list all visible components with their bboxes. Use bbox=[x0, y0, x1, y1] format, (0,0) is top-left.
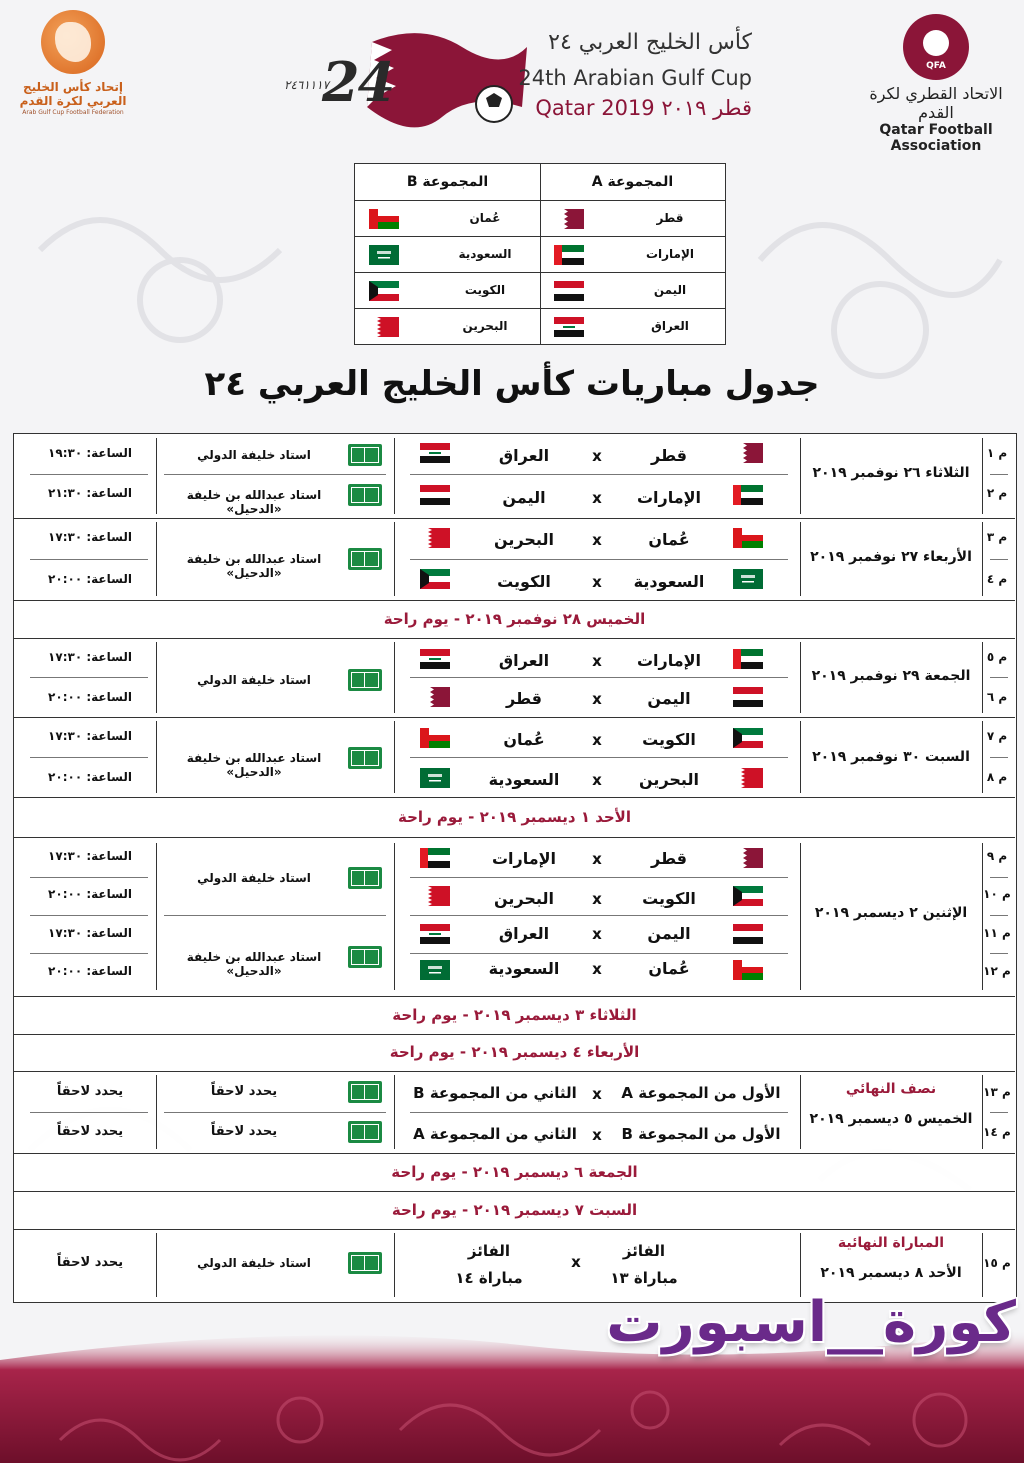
rest-day: السبت ٧ ديسمبر ٢٠١٩ - يوم راحة bbox=[14, 1191, 1015, 1230]
group-a-team: قطر bbox=[656, 211, 684, 225]
match-number: م ٨ bbox=[986, 770, 1008, 784]
match-number: م ٥ bbox=[986, 650, 1008, 664]
yemen-flag-icon bbox=[420, 484, 450, 506]
stage-date bbox=[800, 1235, 982, 1281]
home-team: عُمان bbox=[648, 959, 690, 978]
stadium-name: استاد عبدالله بن خليفة «الدحيل» bbox=[186, 488, 322, 516]
qatar-flag-icon bbox=[733, 847, 763, 869]
away-team: البحرين bbox=[494, 889, 554, 908]
final-home bbox=[584, 1238, 704, 1292]
rest-day: الخميس ٢٨ نوفمبر ٢٠١٩ - يوم راحة bbox=[14, 600, 1015, 639]
away-team: عُمان bbox=[503, 730, 545, 749]
vs-label: x bbox=[592, 652, 602, 670]
group-b-row bbox=[355, 201, 540, 237]
qatar-flag-icon bbox=[420, 686, 450, 708]
home-team: السعودية bbox=[633, 572, 705, 591]
match-number: م ١٤ bbox=[983, 1125, 1011, 1139]
kickoff-time: الساعة: ٢٠:٠٠ bbox=[48, 887, 132, 901]
home-team: قطر bbox=[650, 849, 687, 868]
away-team: السعودية bbox=[488, 959, 560, 978]
group-a-team: الإمارات bbox=[645, 247, 695, 261]
rest-day: الثلاثاء ٣ ديسمبر ٢٠١٩ - يوم راحة bbox=[14, 996, 1015, 1035]
vs-label: x bbox=[592, 771, 602, 789]
group-a-row bbox=[540, 273, 725, 309]
kuwait-flag-icon bbox=[733, 885, 763, 907]
cup-number: 24 bbox=[322, 50, 394, 114]
pitch-icon bbox=[348, 548, 382, 570]
group-b-column bbox=[355, 164, 541, 344]
gulf-cup-logo bbox=[282, 22, 752, 137]
kickoff-time: الساعة: ٢١:٣٠ bbox=[48, 486, 132, 500]
match-number: م ٦ bbox=[986, 690, 1008, 704]
home-team: اليمن bbox=[647, 924, 691, 943]
kickoff-time: الساعة: ٢٠:٠٠ bbox=[48, 964, 132, 978]
saudi-flag-icon bbox=[733, 568, 763, 590]
home-team: الأول من المجموعة B bbox=[621, 1125, 781, 1143]
bahrain-flag-icon bbox=[420, 527, 450, 549]
group-a-row bbox=[540, 309, 725, 344]
qfa-logo bbox=[856, 14, 1016, 154]
match-number: م ٣ bbox=[986, 530, 1008, 544]
group-b-team: البحرين bbox=[462, 319, 508, 333]
away-team: الثاني من المجموعة A bbox=[413, 1125, 577, 1143]
match-date: السبت ٣٠ نوفمبر ٢٠١٩ bbox=[812, 749, 970, 765]
vs-label: x bbox=[592, 1126, 602, 1144]
away-team: قطر bbox=[505, 689, 542, 708]
home-team: الإمارات bbox=[636, 651, 702, 670]
stage-label: المباراة النهائية bbox=[837, 1235, 945, 1251]
away-team: اليمن bbox=[502, 488, 546, 507]
stadium-name: استاد عبدالله بن خليفة «الدحيل» bbox=[186, 751, 322, 779]
iraq-flag-icon bbox=[420, 648, 450, 670]
match-number: م ١٥ bbox=[983, 1256, 1011, 1270]
kuwait-flag-icon bbox=[733, 727, 763, 749]
home-team: الكويت bbox=[642, 730, 696, 749]
qfa-name-ar: الاتحاد القطري لكرة القدم bbox=[869, 84, 1003, 122]
saudi-flag-icon bbox=[369, 245, 399, 265]
winner-label: الفائز bbox=[622, 1242, 666, 1260]
cup-host: Qatar 2019 قطر ٢٠١٩ bbox=[535, 96, 752, 120]
vs-label: x bbox=[571, 1253, 581, 1271]
home-team: عُمان bbox=[648, 530, 690, 549]
qatar-flag-icon bbox=[554, 209, 584, 229]
rest-day: الأحد ١ ديسمبر ٢٠١٩ - يوم راحة bbox=[14, 797, 1015, 838]
kickoff-time: الساعة: ١٧:٣٠ bbox=[48, 849, 132, 863]
match-date: الإثنين ٢ ديسمبر ٢٠١٩ bbox=[814, 905, 968, 921]
groups-table bbox=[354, 163, 726, 345]
vs-label: x bbox=[592, 1085, 602, 1103]
pitch-icon bbox=[348, 1121, 382, 1143]
agcff-emblem-icon bbox=[41, 10, 105, 74]
iraq-flag-icon bbox=[420, 923, 450, 945]
pitch-icon bbox=[348, 946, 382, 968]
agcff-logo bbox=[18, 10, 128, 117]
winner-of-match: مباراة ١٣ bbox=[610, 1269, 678, 1287]
group-a-row bbox=[540, 237, 725, 273]
agcff-name-line1: إتحاد كأس الخليج bbox=[22, 80, 124, 94]
bahrain-flag-icon bbox=[420, 885, 450, 907]
kickoff-time: الساعة: ٢٠:٠٠ bbox=[48, 690, 132, 704]
iraq-flag-icon bbox=[554, 317, 584, 337]
match-number: م ٤ bbox=[986, 572, 1008, 586]
uae-flag-icon bbox=[554, 245, 584, 265]
pitch-icon bbox=[348, 867, 382, 889]
vs-label: x bbox=[592, 573, 602, 591]
watermark-text: كورة__اسبورت bbox=[606, 1290, 1016, 1355]
match-number: م ٧ bbox=[986, 729, 1008, 743]
kickoff-time: الساعة: ٢٠:٠٠ bbox=[48, 770, 132, 784]
group-a-team: العراق bbox=[651, 319, 689, 333]
time-tbd: يحدد لاحقاً bbox=[56, 1084, 124, 1099]
iraq-flag-icon bbox=[420, 442, 450, 464]
kickoff-time: الساعة: ١٧:٣٠ bbox=[48, 926, 132, 940]
group-b-team: الكويت bbox=[464, 283, 506, 297]
kickoff-time: الساعة: ١٩:٣٠ bbox=[48, 446, 132, 460]
stadium-name: استاد خليفة الدولي bbox=[197, 871, 311, 885]
group-a-row bbox=[540, 201, 725, 237]
group-a-title: المجموعة A bbox=[540, 164, 725, 201]
yemen-flag-icon bbox=[554, 281, 584, 301]
group-b-row bbox=[355, 237, 540, 273]
cup-small-number: ٢٤٦١١١٧ bbox=[284, 78, 330, 92]
away-team: السعودية bbox=[488, 770, 560, 789]
match-date: الخميس ٥ ديسمبر ٢٠١٩ bbox=[809, 1111, 973, 1127]
vs-label: x bbox=[592, 489, 602, 507]
match-number: م ١ bbox=[986, 446, 1008, 460]
vs-label: x bbox=[592, 731, 602, 749]
venue-tbd: يحدد لاحقاً bbox=[210, 1124, 278, 1139]
agcff-name-en: Arab Gulf Cup Football Federation bbox=[22, 109, 124, 116]
home-team: اليمن bbox=[647, 689, 691, 708]
match-date: الأربعاء ٢٧ نوفمبر ٢٠١٩ bbox=[810, 549, 972, 565]
venue-tbd: يحدد لاحقاً bbox=[210, 1084, 278, 1099]
rest-day: الجمعة ٦ ديسمبر ٢٠١٩ - يوم راحة bbox=[14, 1153, 1015, 1192]
match-number: م ١٠ bbox=[983, 887, 1011, 901]
matchday-5 bbox=[14, 837, 1015, 997]
away-team: البحرين bbox=[494, 530, 554, 549]
matchday-4 bbox=[14, 717, 1015, 798]
rest-day: الأربعاء ٤ ديسمبر ٢٠١٩ - يوم راحة bbox=[14, 1034, 1015, 1072]
agcff-name-line2: العربي لكرة القدم bbox=[19, 94, 127, 108]
home-team: الإمارات bbox=[636, 488, 702, 507]
time-tbd: يحدد لاحقاً bbox=[56, 1255, 124, 1270]
bahrain-flag-icon bbox=[369, 317, 399, 337]
yemen-flag-icon bbox=[733, 923, 763, 945]
group-a-team: اليمن bbox=[653, 283, 687, 297]
uae-flag-icon bbox=[733, 484, 763, 506]
home-team: قطر bbox=[650, 446, 687, 465]
saudi-flag-icon bbox=[420, 767, 450, 789]
stage-date bbox=[800, 1081, 982, 1127]
matchday-3 bbox=[14, 638, 1015, 718]
saudi-flag-icon bbox=[420, 959, 450, 981]
qatar-flag-icon bbox=[733, 442, 763, 464]
vs-label: x bbox=[592, 447, 602, 465]
group-b-row bbox=[355, 273, 540, 309]
vs-label: x bbox=[592, 531, 602, 549]
matchday-1 bbox=[14, 434, 1015, 519]
page-title: جدول مباريات كأس الخليج العربي ٢٤ bbox=[204, 364, 820, 404]
cup-title-en: 24th Arabian Gulf Cup bbox=[518, 66, 752, 90]
kuwait-flag-icon bbox=[369, 281, 399, 301]
cup-title-ar: كأس الخليج العربي ٢٤ bbox=[548, 30, 752, 55]
stadium-name: استاد خليفة الدولي bbox=[197, 673, 311, 687]
vs-label: x bbox=[592, 890, 602, 908]
away-team: العراق bbox=[498, 446, 550, 465]
winner-of-match: مباراة ١٤ bbox=[455, 1269, 523, 1287]
vs-label: x bbox=[592, 690, 602, 708]
stage-label: نصف النهائي bbox=[845, 1081, 937, 1097]
stadium-name: استاد عبدالله بن خليفة «الدحيل» bbox=[186, 950, 322, 978]
group-b-team: السعودية bbox=[458, 247, 512, 261]
winner-label: الفائز bbox=[467, 1242, 511, 1260]
away-team: العراق bbox=[498, 924, 550, 943]
match-number: م ١٢ bbox=[983, 964, 1011, 978]
bahrain-flag-icon bbox=[733, 767, 763, 789]
qfa-badge-icon bbox=[903, 14, 969, 80]
match-date: الجمعة ٢٩ نوفمبر ٢٠١٩ bbox=[811, 668, 971, 684]
semi-finals bbox=[14, 1071, 1015, 1154]
pitch-icon bbox=[348, 444, 382, 466]
time-tbd: يحدد لاحقاً bbox=[56, 1124, 124, 1139]
kickoff-time: الساعة: ١٧:٣٠ bbox=[48, 729, 132, 743]
match-number: م ٢ bbox=[986, 486, 1008, 500]
pitch-icon bbox=[348, 747, 382, 769]
group-a-column bbox=[540, 164, 725, 344]
home-team: الأول من المجموعة A bbox=[621, 1084, 781, 1102]
oman-flag-icon bbox=[733, 959, 763, 981]
schedule-table bbox=[13, 433, 1017, 1303]
vs-label: x bbox=[592, 960, 602, 978]
oman-flag-icon bbox=[420, 727, 450, 749]
stadium-name: استاد خليفة الدولي bbox=[197, 1256, 311, 1270]
kickoff-time: الساعة: ٢٠:٠٠ bbox=[48, 572, 132, 586]
away-team: العراق bbox=[498, 651, 550, 670]
kuwait-flag-icon bbox=[420, 568, 450, 590]
page-header bbox=[0, 0, 1024, 154]
stadium-name: استاد عبدالله بن خليفة «الدحيل» bbox=[186, 552, 322, 580]
uae-flag-icon bbox=[733, 648, 763, 670]
kickoff-time: الساعة: ١٧:٣٠ bbox=[48, 530, 132, 544]
home-team: البحرين bbox=[639, 770, 699, 789]
pitch-icon bbox=[348, 484, 382, 506]
group-b-row bbox=[355, 309, 540, 344]
match-date: الأحد ٨ ديسمبر ٢٠١٩ bbox=[820, 1265, 962, 1281]
uae-flag-icon bbox=[420, 847, 450, 869]
qfa-badge-text: QFA bbox=[926, 61, 946, 71]
qfa-name-en: Qatar Football Association bbox=[879, 122, 993, 154]
vs-label: x bbox=[592, 850, 602, 868]
match-number: م ١١ bbox=[983, 926, 1011, 940]
stadium-name: استاد خليفة الدولي bbox=[197, 448, 311, 462]
away-team: الكويت bbox=[497, 572, 551, 591]
oman-flag-icon bbox=[733, 527, 763, 549]
group-b-team: عُمان bbox=[469, 211, 501, 225]
pitch-icon bbox=[348, 669, 382, 691]
away-team: الثاني من المجموعة B bbox=[413, 1084, 577, 1102]
pitch-icon bbox=[348, 1081, 382, 1103]
match-date: الثلاثاء ٢٦ نوفمبر ٢٠١٩ bbox=[812, 465, 970, 481]
home-team: الكويت bbox=[642, 889, 696, 908]
vs-label: x bbox=[592, 925, 602, 943]
group-b-title: المجموعة B bbox=[355, 164, 540, 201]
match-number: م ١٣ bbox=[983, 1085, 1011, 1099]
pitch-icon bbox=[348, 1252, 382, 1274]
match-number: م ٩ bbox=[986, 849, 1008, 863]
matchday-2 bbox=[14, 518, 1015, 601]
kickoff-time: الساعة: ١٧:٣٠ bbox=[48, 650, 132, 664]
away-team: الإمارات bbox=[491, 849, 557, 868]
oman-flag-icon bbox=[369, 209, 399, 229]
final-away bbox=[429, 1238, 549, 1292]
yemen-flag-icon bbox=[733, 686, 763, 708]
